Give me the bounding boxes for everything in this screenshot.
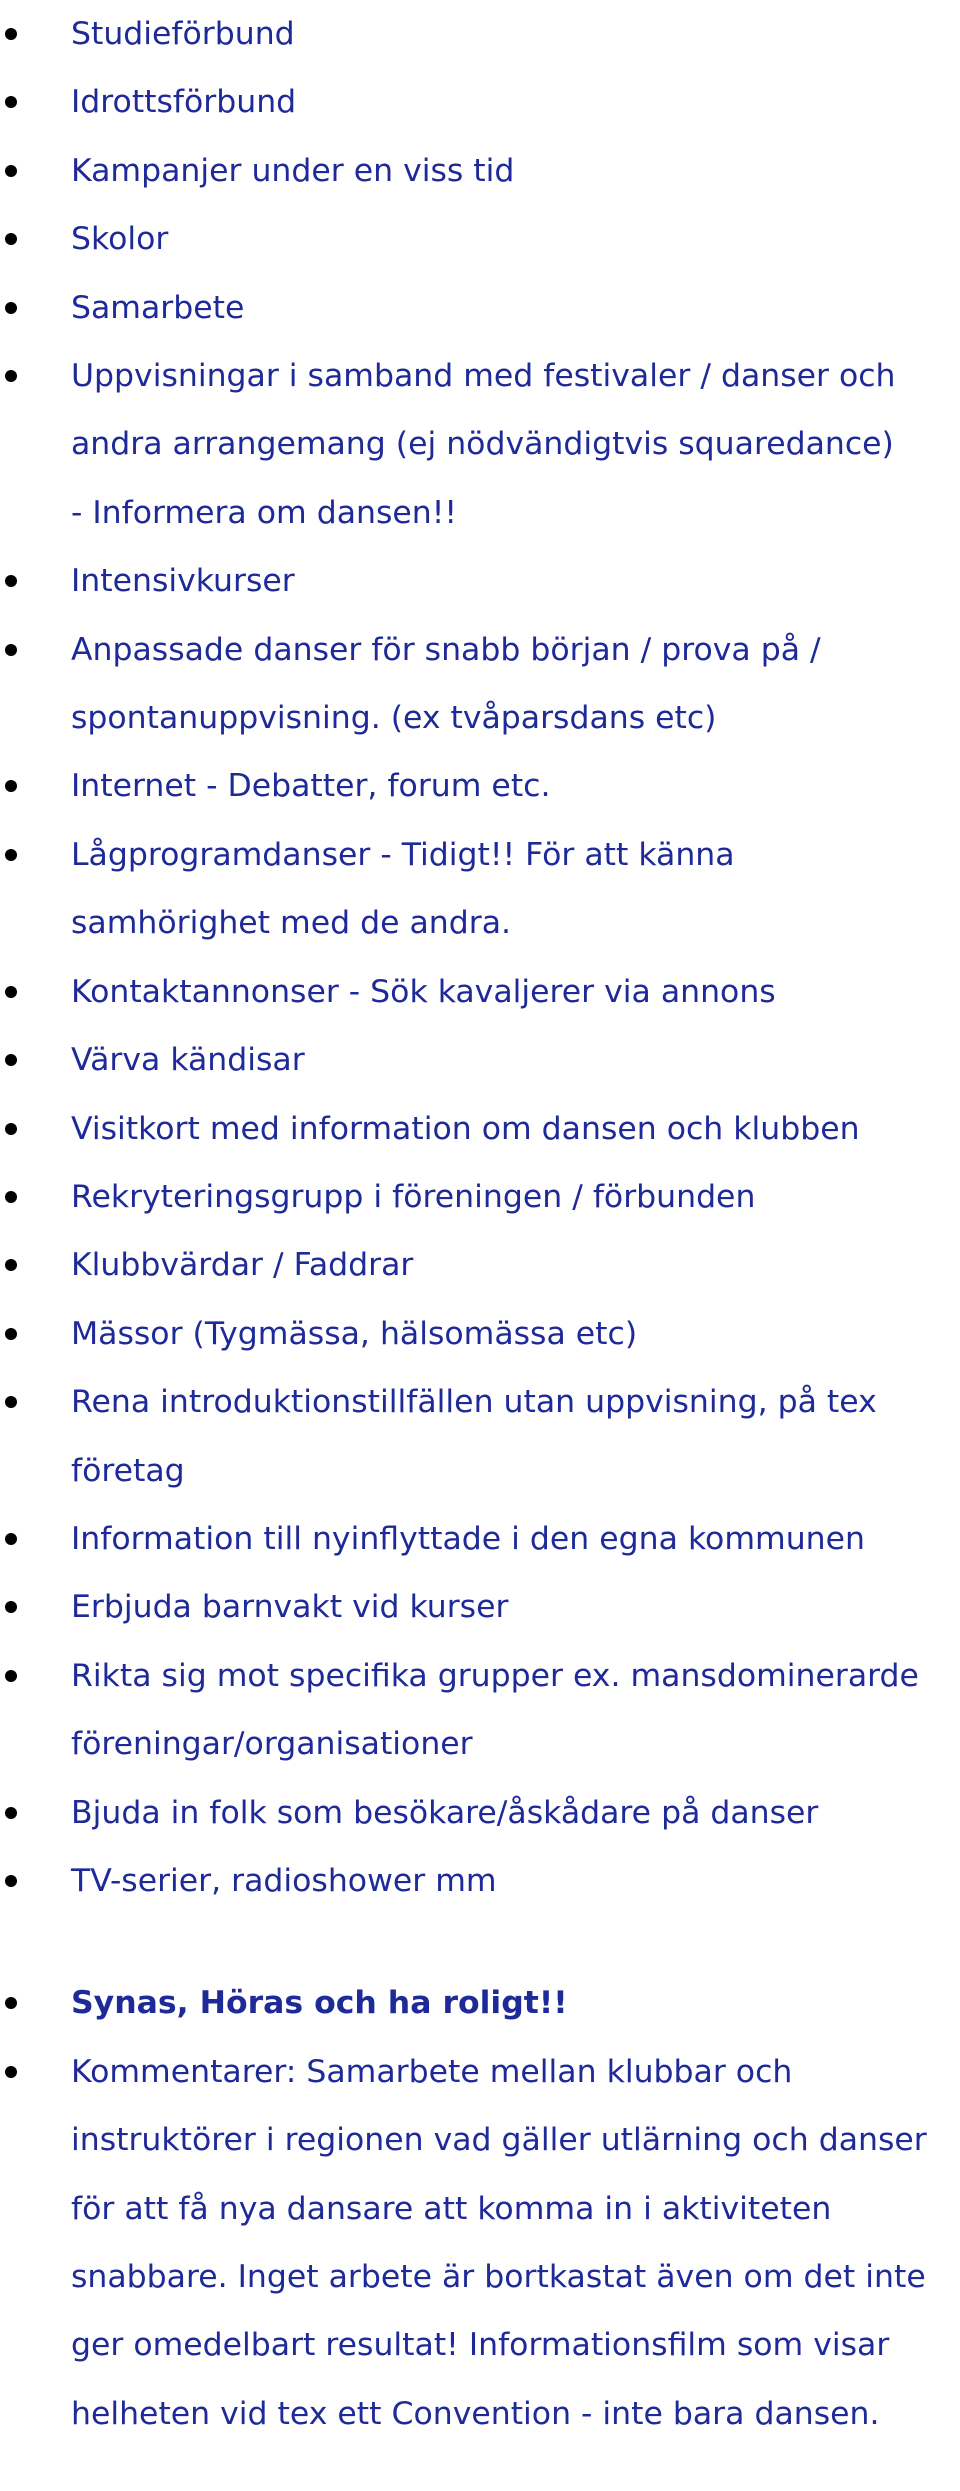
list-item bbox=[0, 1163, 960, 1231]
bullet-icon bbox=[5, 1123, 17, 1135]
list-item-text: Rikta sig mot specifika grupper ex. mansdominerarde föreningar/organisationer bbox=[71, 1657, 919, 1763]
bullet-icon bbox=[5, 780, 17, 792]
list-item-text: Värva kändisar bbox=[71, 1042, 305, 1079]
list-item-text: Intensivkurser bbox=[71, 563, 295, 600]
list-item-text: Kommentarer: Samarbete mellan klubbar och instruktörer i regionen vad gäller utlärning och danser för att få nya dansare att komma in i aktiviteten snabbare. Inget arbete är bortkastat även om det inte ger omedelbart resultat! Informationsfilm som visar helheten vid tex ett Convention - inte bara dansen. bbox=[71, 2053, 927, 2432]
list-item-text: Rena introduktionstillfällen utan uppvisning, på tex företag bbox=[71, 1384, 877, 1489]
bullet-icon bbox=[5, 986, 17, 998]
bullet-icon bbox=[5, 370, 17, 382]
list-item-text: Erbjuda barnvakt vid kurser bbox=[71, 1589, 509, 1626]
bullet-icon bbox=[5, 28, 17, 40]
list-item bbox=[0, 0, 941, 68]
bullet-icon bbox=[5, 1875, 17, 1887]
list-item bbox=[0, 1300, 941, 1368]
bullet-icon bbox=[5, 1259, 17, 1271]
list-item bbox=[0, 1573, 941, 1641]
bullet-icon bbox=[5, 1396, 17, 1408]
list-item bbox=[0, 1779, 960, 1847]
list-item bbox=[0, 547, 941, 615]
list-item-text: Uppvisningar i samband med festivaler / danser och andra arrangemang (ej nödvändigtvis squaredance) - Informera om dansen!! bbox=[71, 358, 896, 531]
list-item-text: Klubbvärdar / Faddrar bbox=[71, 1247, 414, 1284]
list-item-text: Visitkort med information om dansen och klubben bbox=[71, 1110, 860, 1147]
list-item-text: Lågprogramdanser - Tidigt!! För att känna samhörighet med de andra. bbox=[71, 836, 735, 942]
list-item-text: Anpassade danser för snabb början / prova på / spontanuppvisning. (ex tvåparsdans etc) bbox=[71, 631, 821, 737]
bullet-icon bbox=[5, 302, 17, 314]
bullet-icon bbox=[5, 1997, 17, 2009]
bullet-icon bbox=[5, 1328, 17, 1340]
list-item-text: Kontaktannonser - Sök kavaljerer via annons bbox=[71, 973, 776, 1010]
bullet-icon bbox=[5, 2066, 17, 2078]
list-item bbox=[0, 68, 941, 136]
list-item-text: Internet - Debatter, forum etc. bbox=[71, 768, 551, 805]
bullet-icon bbox=[5, 1601, 17, 1613]
list-item-text: Bjuda in folk som besökare/åskådare på danser bbox=[71, 1794, 819, 1831]
list-item bbox=[0, 1026, 941, 1094]
list-item-text: Studieförbund bbox=[71, 16, 295, 52]
bullet-icon bbox=[5, 575, 17, 587]
list-item bbox=[0, 752, 941, 820]
list-item bbox=[0, 958, 941, 1026]
bullet-icon bbox=[5, 1807, 17, 1819]
list-item bbox=[0, 205, 941, 273]
list-item-text: TV-serier, radioshower mm bbox=[71, 1862, 497, 1899]
list-item-text: Kampanjer under en viss tid bbox=[71, 152, 515, 189]
list-item-text: Information till nyinflyttade i den egna kommunen bbox=[71, 1520, 865, 1557]
list-item-text: Idrottsförbund bbox=[71, 84, 297, 121]
list-item bbox=[0, 1847, 941, 1915]
comment-item bbox=[0, 2038, 956, 2448]
list-item bbox=[0, 1095, 960, 1163]
bullet-icon bbox=[5, 644, 17, 656]
list-item bbox=[0, 342, 901, 547]
list-item bbox=[0, 137, 941, 205]
list-item bbox=[0, 1642, 951, 1779]
list-item bbox=[0, 274, 941, 342]
list-item bbox=[0, 1505, 960, 1573]
bullet-icon bbox=[5, 165, 17, 177]
bullet-icon bbox=[5, 1533, 17, 1545]
bullet-icon bbox=[5, 1054, 17, 1066]
list-item-text: Mässor (Tygmässa, hälsomässa etc) bbox=[71, 1315, 638, 1352]
list-item-text: Rekryteringsgrupp i föreningen / förbunden bbox=[71, 1178, 756, 1215]
list-item bbox=[0, 821, 871, 958]
bullet-icon bbox=[5, 233, 17, 245]
list-item-text: Skolor bbox=[71, 221, 169, 258]
list-item-text: Synas, Höras och ha roligt!! bbox=[71, 1985, 568, 2022]
bullet-icon bbox=[5, 96, 17, 108]
bullet-icon bbox=[5, 1191, 17, 1203]
list-item-text: Samarbete bbox=[71, 289, 245, 326]
list-item bbox=[0, 1368, 960, 1505]
highlight-item bbox=[0, 1969, 941, 2037]
bullet-icon bbox=[5, 849, 17, 861]
spacer bbox=[0, 1915, 960, 1969]
bullet-icon bbox=[5, 1670, 17, 1682]
list-item bbox=[0, 1231, 941, 1299]
list-item bbox=[0, 616, 941, 753]
